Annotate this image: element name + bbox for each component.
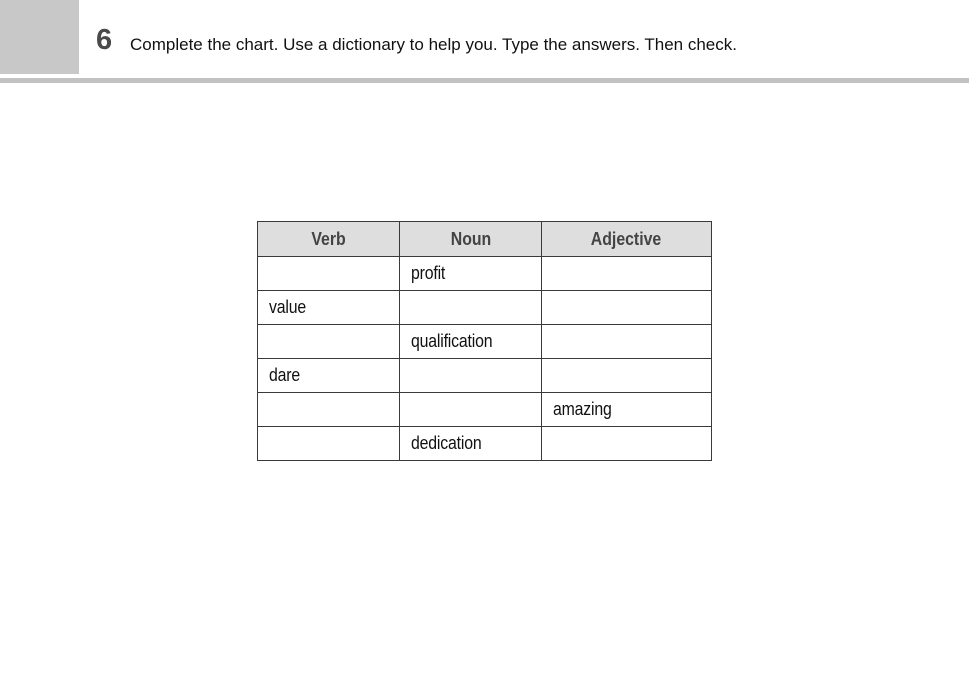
given-cell-verb: dare xyxy=(258,359,400,393)
answer-cell-verb[interactable] xyxy=(258,325,400,359)
exercise-instruction: Complete the chart. Use a dictionary to help you. Type the answers. Then check. xyxy=(130,35,737,54)
chart-row xyxy=(258,427,712,461)
word-forms-chart xyxy=(257,221,712,461)
answer-cell-verb[interactable] xyxy=(258,427,400,461)
answer-cell-noun[interactable] xyxy=(400,393,542,427)
answer-cell-noun[interactable] xyxy=(400,291,542,325)
answer-cell-adjective[interactable] xyxy=(542,325,712,359)
chart-header-row xyxy=(258,222,712,257)
answer-cell-noun[interactable] xyxy=(400,359,542,393)
answer-cell-verb[interactable] xyxy=(258,257,400,291)
answer-cell-verb[interactable] xyxy=(258,393,400,427)
exercise-header xyxy=(0,0,969,78)
given-cell-noun: dedication xyxy=(400,427,542,461)
chart-row xyxy=(258,393,712,427)
answer-cell-adjective[interactable] xyxy=(542,427,712,461)
given-cell-adjective: amazing xyxy=(542,393,712,427)
answer-cell-adjective[interactable] xyxy=(542,257,712,291)
chart-row xyxy=(258,291,712,325)
header-noun: Noun xyxy=(400,222,542,257)
chart-row xyxy=(258,257,712,291)
answer-cell-adjective[interactable] xyxy=(542,359,712,393)
chart-row xyxy=(258,359,712,393)
header-adjective: Adjective xyxy=(542,222,712,257)
given-cell-noun: qualification xyxy=(400,325,542,359)
given-cell-noun: profit xyxy=(400,257,542,291)
header-verb: Verb xyxy=(258,222,400,257)
chart-row xyxy=(258,325,712,359)
header-divider xyxy=(0,78,969,83)
given-cell-verb: value xyxy=(258,291,400,325)
exercise-number: 6 xyxy=(96,24,113,56)
answer-cell-adjective[interactable] xyxy=(542,291,712,325)
header-tab xyxy=(0,0,79,74)
